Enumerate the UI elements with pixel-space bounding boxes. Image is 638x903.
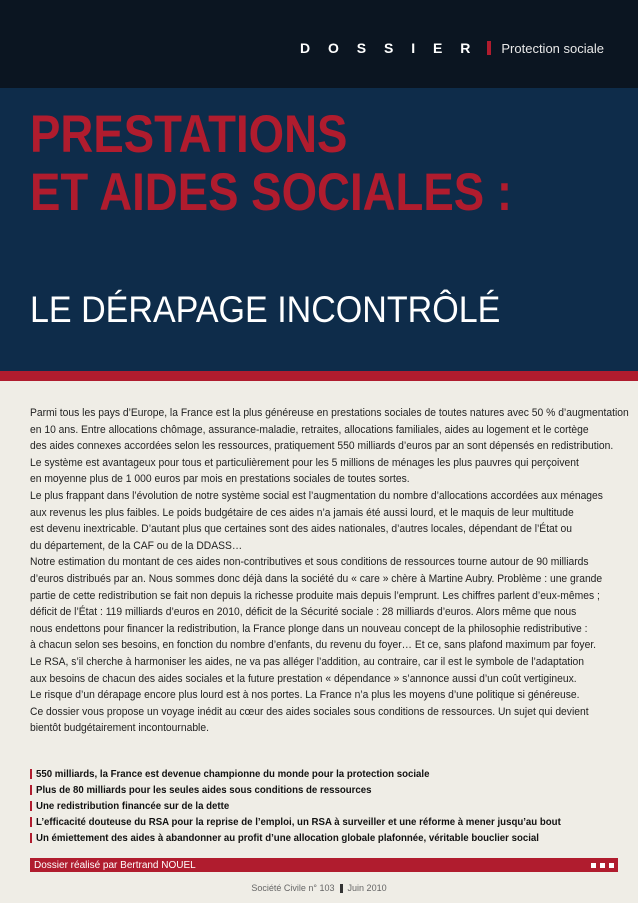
body-line: Le risque d’un dérapage encore plus lourd est à nos portes. La France n’a plus les moyens d’une politique si généreuse. — [30, 689, 580, 702]
body-line: est devenu inextricable. D’autant plus que certaines sont des aides nationales, d’autres locales, dépendant de l’État ou — [30, 523, 573, 536]
key-point-text: 550 milliards, la France est devenue championne du monde pour la protection sociale — [36, 768, 430, 780]
body-line: nous endettons pour financer la redistribution, la France plonge dans un nouveau concept de la philosophie redistributive : — [30, 622, 588, 635]
bullet-mark — [30, 785, 32, 795]
hero-block — [0, 88, 638, 371]
section-topic: Protection sociale — [501, 40, 604, 56]
key-point — [30, 830, 620, 846]
intro-text — [30, 405, 629, 737]
dossier-kicker: D O S S I E R — [300, 40, 478, 56]
section-header — [300, 40, 604, 56]
page-subtitle: LE DÉRAPAGE INCONTRÔLÉ — [30, 289, 501, 330]
body-line: Ce dossier vous propose un voyage inédit au cœur des aides sociales sous conditions de ressources. Un sujet qui devient — [30, 705, 589, 718]
body-line: déficit de l’État : 119 milliards d’euros en 2010, déficit de la Sécurité sociale : 28 milliards d’euros. Alors même que nous — [30, 606, 577, 619]
key-point — [30, 798, 620, 814]
bullet-mark — [30, 769, 32, 779]
body-line: aux besoins de chacun des aides sociales et la future prestation « dépendance » s’annonce aussi d’un coût vertigineux. — [30, 672, 577, 685]
body-line: en moyenne plus de 1 000 euros par mois en prestations sociales de toutes sortes. — [30, 473, 410, 486]
separator-mark — [487, 41, 491, 55]
key-point-text: Un émiettement des aides à abandonner au profit d’une allocation globale plafonnée, véritable bouclier social — [36, 832, 539, 844]
body-line: Parmi tous les pays d’Europe, la France est la plus généreuse en prestations sociales de toutes natures avec 50 % d’augmentation — [30, 407, 629, 419]
key-point-text: Plus de 80 milliards pour les seules aides sous conditions de ressources — [36, 784, 372, 796]
title-line-2: ET AIDES SOCIALES : — [30, 163, 513, 222]
body-line: d’euros distribués par an. Nous sommes donc déjà dans la société du « care » chère à Martine Aubry. Problème : une grande — [30, 572, 603, 585]
author-credit: Dossier réalisé par Bertrand NOUEL — [34, 859, 196, 871]
body-line: à chacun selon ses besoins, en fonction du nombre d’enfants, du revenu du foyer… Et ce, sans plafond maximum par foyer. — [30, 639, 597, 652]
credit-bar — [30, 858, 618, 872]
publication-date: Juin 2010 — [347, 883, 387, 893]
top-band — [0, 0, 638, 88]
body-line: bientôt budgétairement incontournable. — [30, 722, 209, 735]
body-line: des aides connexes accordées selon les ressources, pratiquement 550 milliards d’euros par an sont dépensés en redistribution. — [30, 440, 614, 453]
divider-red — [0, 371, 638, 381]
title-line-1: PRESTATIONS — [30, 105, 348, 164]
page-title — [30, 106, 512, 222]
key-point — [30, 766, 620, 782]
publication-name: Société Civile n° 103 — [251, 883, 335, 893]
body-line: Le plus frappant dans l’évolution de notre système social est l’augmentation du nombre d’allocations accordées aux ménages — [30, 489, 603, 502]
key-point-text: L’efficacité douteuse du RSA pour la reprise de l’emploi, un RSA à surveiller et une réforme à mener jusqu’au bout — [36, 816, 561, 828]
body-line: en 10 ans. Entre allocations chômage, assurance-maladie, retraites, allocations familiales, aides au logement et le cortège — [30, 423, 589, 436]
bullet-mark — [30, 801, 32, 811]
bullet-mark — [30, 817, 32, 827]
bullet-mark — [30, 833, 32, 843]
body-line: Le système est avantageux pour tous et particulièrement pour les 5 millions de ménages les plus pauvres qui perçoivent — [30, 456, 579, 469]
body-line: aux revenus les plus faibles. Le poids budgétaire de ces aides n’a jamais été aussi lourd, et le maquis de leur multitude — [30, 506, 574, 519]
footer-separator — [340, 884, 343, 893]
body-line: partie de cette redistribution se fait non depuis la richesse produite mais depuis l’emprunt. Les chiffres parlent d’eux-mêmes ; — [30, 589, 600, 602]
body-line: du département, de la CAF ou de la DDASS… — [30, 539, 243, 552]
body-line: Notre estimation du montant de ces aides non-contributives et sous conditions de ressources tourne autour de 90 milliards — [30, 556, 589, 569]
page-footer — [0, 883, 638, 893]
body-line: Le RSA, s’il cherche à harmoniser les aides, ne va pas alléger l’addition, au contraire, car il est le symbole de l’adaptation — [30, 655, 584, 668]
key-point — [30, 782, 620, 798]
key-points-list — [30, 766, 620, 846]
end-squares-icon — [591, 863, 614, 868]
key-point-text: Une redistribution financée sur de la dette — [36, 800, 230, 812]
key-point — [30, 814, 620, 830]
